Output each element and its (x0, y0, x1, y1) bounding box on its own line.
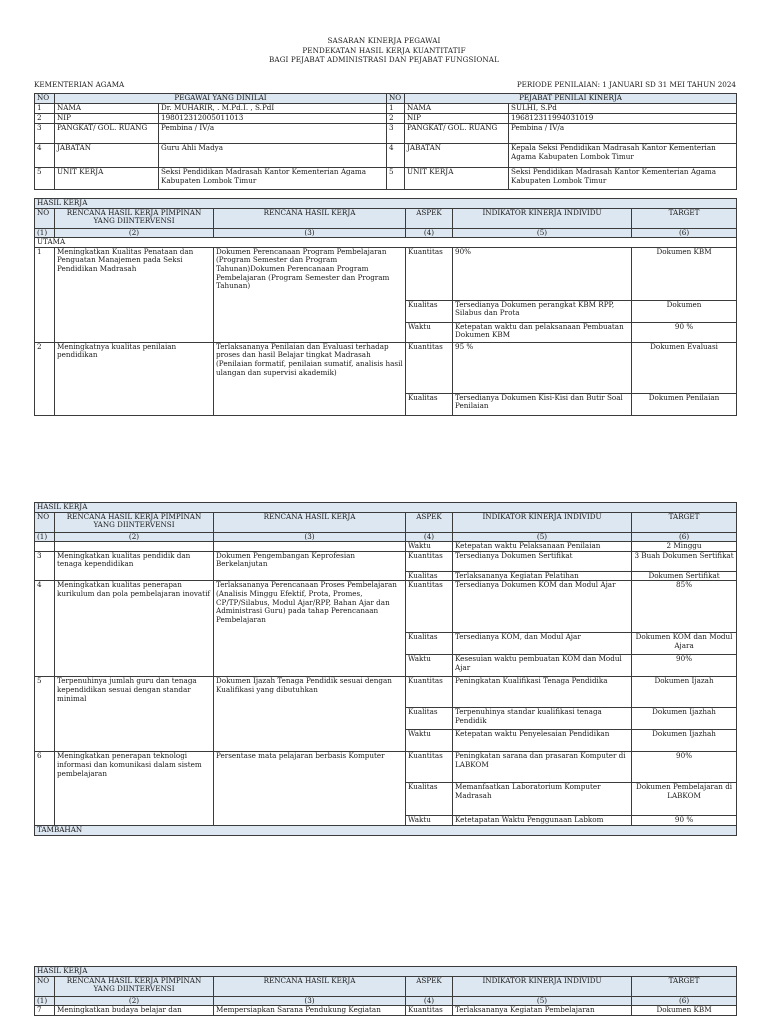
aspect: Kuantitas (406, 247, 453, 300)
target: 90 % (632, 322, 737, 342)
work-plan: Mempersiapkan Sarana Pendukung Kegiatan (214, 1006, 406, 1016)
col-number: (5) (453, 532, 632, 542)
col-indicator: INDIKATOR KINERJA INDIVIDU (453, 512, 632, 532)
aspect: Kuantitas (406, 342, 453, 393)
category-tambahan: TAMBAHAN (35, 825, 737, 835)
indicator: Ketepatan waktu Pelaksanaan Penilaian (453, 542, 632, 552)
aspect: Kualitas (406, 300, 453, 322)
column-header-row (35, 976, 737, 996)
aspect: Kuantitas (406, 551, 453, 571)
category-row (35, 825, 737, 835)
aspect: Kuantitas (406, 752, 453, 783)
aspect: Waktu (406, 655, 453, 677)
target: 90 % (632, 816, 737, 826)
employee-header: PEGAWAI YANG DINILAI (55, 94, 387, 104)
appraiser-header: PEJABAT PENILAI KINERJA (405, 94, 737, 104)
col-no: NO (35, 512, 55, 532)
indicator: Terlaksananya Kegiatan Pembelajaran (453, 1006, 632, 1016)
col-number: (6) (632, 996, 737, 1006)
employee-unit: Seksi Pendidikan Madrasah Kantor Kementerian Agama Kabupaten Lombok Timur (159, 168, 387, 190)
col-number: (1) (35, 228, 55, 238)
col-number: (4) (406, 996, 453, 1006)
field-label: UNIT KERJA (405, 168, 509, 190)
employee-name: Dr. MUHARIR, . M.Pd.I. , S.PdI (159, 104, 387, 114)
row-number: 4 (387, 144, 405, 168)
indicator: Peningkatan Kualifikasi Tenaga Pendidika (453, 677, 632, 708)
table-row (35, 1006, 737, 1016)
col-number: (5) (453, 996, 632, 1006)
row-number: 3 (387, 124, 405, 144)
aspect: Kualitas (406, 708, 453, 730)
identity-row (35, 144, 737, 168)
target: Dokumen Ijazah (632, 677, 737, 708)
leader-plan: Meningkatkan kualitas pendidik dan tenaga kependidikan (55, 551, 214, 581)
appraiser-name: SULHI, S.Pd (509, 104, 737, 114)
col-leader-plan: RENCANA HASIL KERJA PIMPINAN YANG DIINTERVENSI (55, 976, 214, 996)
col-target: TARGET (632, 976, 737, 996)
aspect: Kualitas (406, 633, 453, 655)
employee-rank: Pembina / IV/a (159, 124, 387, 144)
item-number: 2 (35, 342, 55, 415)
identity-header-row (35, 94, 737, 104)
field-label: PANGKAT/ GOL. RUANG (55, 124, 159, 144)
work-result-table (34, 198, 737, 416)
indicator: Tersedianya Dokumen KOM dan Modul Ajar (453, 581, 632, 633)
table-row (35, 752, 737, 783)
col-aspect: ASPEK (406, 208, 453, 228)
identity-row (35, 104, 737, 114)
row-number: 2 (35, 114, 55, 124)
col-number: (2) (55, 228, 214, 238)
row-number: 2 (387, 114, 405, 124)
target: Dokumen Ijazhah (632, 730, 737, 752)
col-plan: RENCANA HASIL KERJA (214, 976, 406, 996)
col-number: (3) (214, 532, 406, 542)
aspect: Waktu (406, 542, 453, 552)
item-number: 5 (35, 677, 55, 752)
aspect: Kualitas (406, 783, 453, 816)
work-plan: Terlaksananya Perencanaan Proses Pembelajaran (Analisis Minggu Efektif, Prota, Promes, CP/TP/Silabus, Modul Ajar/RPP, Bahan Ajar dan Administrasi Guru) pada tahap Perencanaan Pembelajaran (214, 581, 406, 677)
row-number: 5 (387, 168, 405, 190)
page-title-block (0, 36, 768, 65)
col-number: (3) (214, 996, 406, 1006)
table-row (35, 247, 737, 300)
section-row (35, 503, 737, 513)
col-number: (1) (35, 996, 55, 1006)
category-row (35, 238, 737, 248)
target: Dokumen Evaluasi (632, 342, 737, 393)
indicator: Ketetapatan Waktu Penggunaan Labkom (453, 816, 632, 826)
field-label: JABATAN (55, 144, 159, 168)
indicator: Terlaksananya Kegiatan Pelatihan (453, 571, 632, 581)
leader-plan: Meningkatkan budaya belajar dan (55, 1006, 214, 1016)
section-title: HASIL KERJA (35, 967, 737, 977)
target: Dokumen KBM (632, 1006, 737, 1016)
item-number: 4 (35, 581, 55, 677)
col-target: TARGET (632, 208, 737, 228)
aspect: Kuantitas (406, 677, 453, 708)
indicator: Terpenuhinya standar kualifikasi tenaga Pendidik (453, 708, 632, 730)
aspect: Kuantitas (406, 1006, 453, 1016)
page-subtitle: PENDEKATAN HASIL KERJA KUANTITATIF (302, 45, 466, 55)
work-plan: Terlaksananya Penilaian dan Evaluasi terhadap proses dan hasil Belajar tingkat Madrasah (Penilaian formatif, penilaian sumatif, analisis hasil ulangan dan supervisi akademik) (214, 342, 406, 415)
aspect: Kualitas (406, 393, 453, 415)
employee-position: Guru Ahli Madya (159, 144, 387, 168)
target: 3 Buah Dokumen Sertifikat (632, 551, 737, 571)
col-indicator: INDIKATOR KINERJA INDIVIDU (453, 208, 632, 228)
appraiser-unit: Seksi Pendidikan Madrasah Kantor Kementerian Agama Kabupaten Lombok Timur (509, 168, 737, 190)
col-number: (5) (453, 228, 632, 238)
agency-label: KEMENTERIAN AGAMA (34, 80, 125, 89)
col-number: (3) (214, 228, 406, 238)
table-row (35, 342, 737, 393)
table-row (35, 581, 737, 633)
row-number: 5 (35, 168, 55, 190)
leader-plan: Meningkatkan kualitas penerapan kurikulum dan pola pembelajaran inovatif (55, 581, 214, 677)
meta-row (34, 80, 736, 90)
target: Dokumen Sertifikat (632, 571, 737, 581)
leader-plan: Terpenuhinya jumlah guru dan tenaga kependidikan sesuai dengan standar minimal (55, 677, 214, 752)
page-subtitle-2: BAGI PEJABAT ADMINISTRASI DAN PEJABAT FUNGSIONAL (269, 55, 499, 64)
aspect: Waktu (406, 816, 453, 826)
col-number: (6) (632, 228, 737, 238)
col-target: TARGET (632, 512, 737, 532)
col-leader-plan: RENCANA HASIL KERJA PIMPINAN YANG DIINTERVENSI (55, 512, 214, 532)
indicator: Kesesuian waktu pembuatan KOM dan Modul Ajar (453, 655, 632, 677)
item-number: 1 (35, 247, 55, 342)
target: Dokumen (632, 300, 737, 322)
row-number: 1 (387, 104, 405, 114)
target: Dokumen KOM dan Modul Ajara (632, 633, 737, 655)
item-number: 6 (35, 752, 55, 826)
column-header-row (35, 512, 737, 532)
indicator: Tersedianya Dokumen Kisi-Kisi dan Butir Soal Penilaian (453, 393, 632, 415)
appraiser-rank: Pembina / IV/a (509, 124, 737, 144)
identity-row (35, 124, 737, 144)
target: Dokumen Pembelajaran di LABKOM (632, 783, 737, 816)
indicator: 90% (453, 247, 632, 300)
indicator: 95 % (453, 342, 632, 393)
target: Dokumen Ijazhah (632, 708, 737, 730)
field-label: JABATAN (405, 144, 509, 168)
aspect: Waktu (406, 322, 453, 342)
indicator: Tersedianya Dokumen Sertifikat (453, 551, 632, 571)
leader-plan: Meningkatnya kualitas penilaian pendidikan (55, 342, 214, 415)
field-label: NIP (55, 114, 159, 124)
indicator: Peningkatan sarana dan prasaran Komputer di LABKOM (453, 752, 632, 783)
period-label: PERIODE PENILAIAN: 1 JANUARI SD 31 MEI TAHUN 2024 (516, 80, 736, 89)
col-number: (1) (35, 532, 55, 542)
identity-table (34, 93, 737, 190)
work-result-table (34, 966, 737, 1016)
target: 85% (632, 581, 737, 633)
work-plan: Persentase mata pelajaran berbasis Komputer (214, 752, 406, 826)
section-title: HASIL KERJA (35, 199, 737, 209)
identity-row (35, 114, 737, 124)
target: 90% (632, 752, 737, 783)
aspect: Waktu (406, 730, 453, 752)
identity-row (35, 168, 737, 190)
col-aspect: ASPEK (406, 512, 453, 532)
indicator: Ketepatan waktu Penyelesaian Pendidikan (453, 730, 632, 752)
row-number: 4 (35, 144, 55, 168)
col-aspect: ASPEK (406, 976, 453, 996)
section-row (35, 199, 737, 209)
page-title: SASARAN KINERJA PEGAWAI (327, 36, 441, 45)
col-no: NO (35, 976, 55, 996)
indicator: Tersedianya KOM, dan Modul Ajar (453, 633, 632, 655)
col-plan: RENCANA HASIL KERJA (214, 512, 406, 532)
item-number: 7 (35, 1006, 55, 1016)
work-plan: Dokumen Pengembangan Keprofesian Berkelanjutan (214, 551, 406, 581)
section-row (35, 967, 737, 977)
category-utama: UTAMA (35, 238, 737, 248)
appraiser-nip: 196812311994031019 (509, 114, 737, 124)
no-header: NO (35, 94, 55, 104)
target: Dokumen KBM (632, 247, 737, 300)
col-indicator: INDIKATOR KINERJA INDIVIDU (453, 976, 632, 996)
target: Dokumen Penilaian (632, 393, 737, 415)
col-plan: RENCANA HASIL KERJA (214, 208, 406, 228)
field-label: NAMA (405, 104, 509, 114)
work-plan: Dokumen Ijazah Tenaga Pendidik sesuai dengan Kualifikasi yang dibutuhkan (214, 677, 406, 752)
col-no: NO (35, 208, 55, 228)
indicator: Memanfaatkan Laboratorium Komputer Madrasah (453, 783, 632, 816)
target: 90% (632, 655, 737, 677)
column-number-row (35, 228, 737, 238)
employee-nip: 198012312005011013 (159, 114, 387, 124)
no-header: NO (387, 94, 405, 104)
field-label: NIP (405, 114, 509, 124)
table-row (35, 542, 737, 552)
col-number: (6) (632, 532, 737, 542)
table-row (35, 677, 737, 708)
col-number: (2) (55, 996, 214, 1006)
leader-plan: Meningkatkan Kualitas Penataan dan Penguatan Manajemen pada Seksi Pendidikan Madrasah (55, 247, 214, 342)
leader-plan: Meningkatkan penerapan teknologi informasi dan komunikasi dalam sistem pembelajaran (55, 752, 214, 826)
appraiser-position: Kepala Seksi Pendidikan Madrasah Kantor Kementerian Agama Kabupaten Lombok Timur (509, 144, 737, 168)
column-header-row (35, 208, 737, 228)
col-leader-plan: RENCANA HASIL KERJA PIMPINAN YANG DIINTERVENSI (55, 208, 214, 228)
aspect: Kualitas (406, 571, 453, 581)
row-number: 3 (35, 124, 55, 144)
column-number-row (35, 996, 737, 1006)
table-row (35, 551, 737, 571)
field-label: PANGKAT/ GOL. RUANG (405, 124, 509, 144)
row-number: 1 (35, 104, 55, 114)
column-number-row (35, 532, 737, 542)
target: 2 Minggu (632, 542, 737, 552)
col-number: (4) (406, 228, 453, 238)
section-title: HASIL KERJA (35, 503, 737, 513)
work-plan: Dokumen Perencanaan Program Pembelajaran (Program Semester dan Program Tahunan)Dokumen Perencanaan Program Pembelajaran (Program Semester dan Program Tahunan) (214, 247, 406, 342)
aspect: Kuantitas (406, 581, 453, 633)
indicator: Tersedianya Dokumen perangkat KBM RPP, Silabus dan Prota (453, 300, 632, 322)
work-result-table (34, 502, 737, 836)
indicator: Ketepatan waktu dan pelaksanaan Pembuatan Dokumen KBM (453, 322, 632, 342)
field-label: UNIT KERJA (55, 168, 159, 190)
col-number: (4) (406, 532, 453, 542)
item-number: 3 (35, 551, 55, 581)
col-number: (2) (55, 532, 214, 542)
field-label: NAMA (55, 104, 159, 114)
